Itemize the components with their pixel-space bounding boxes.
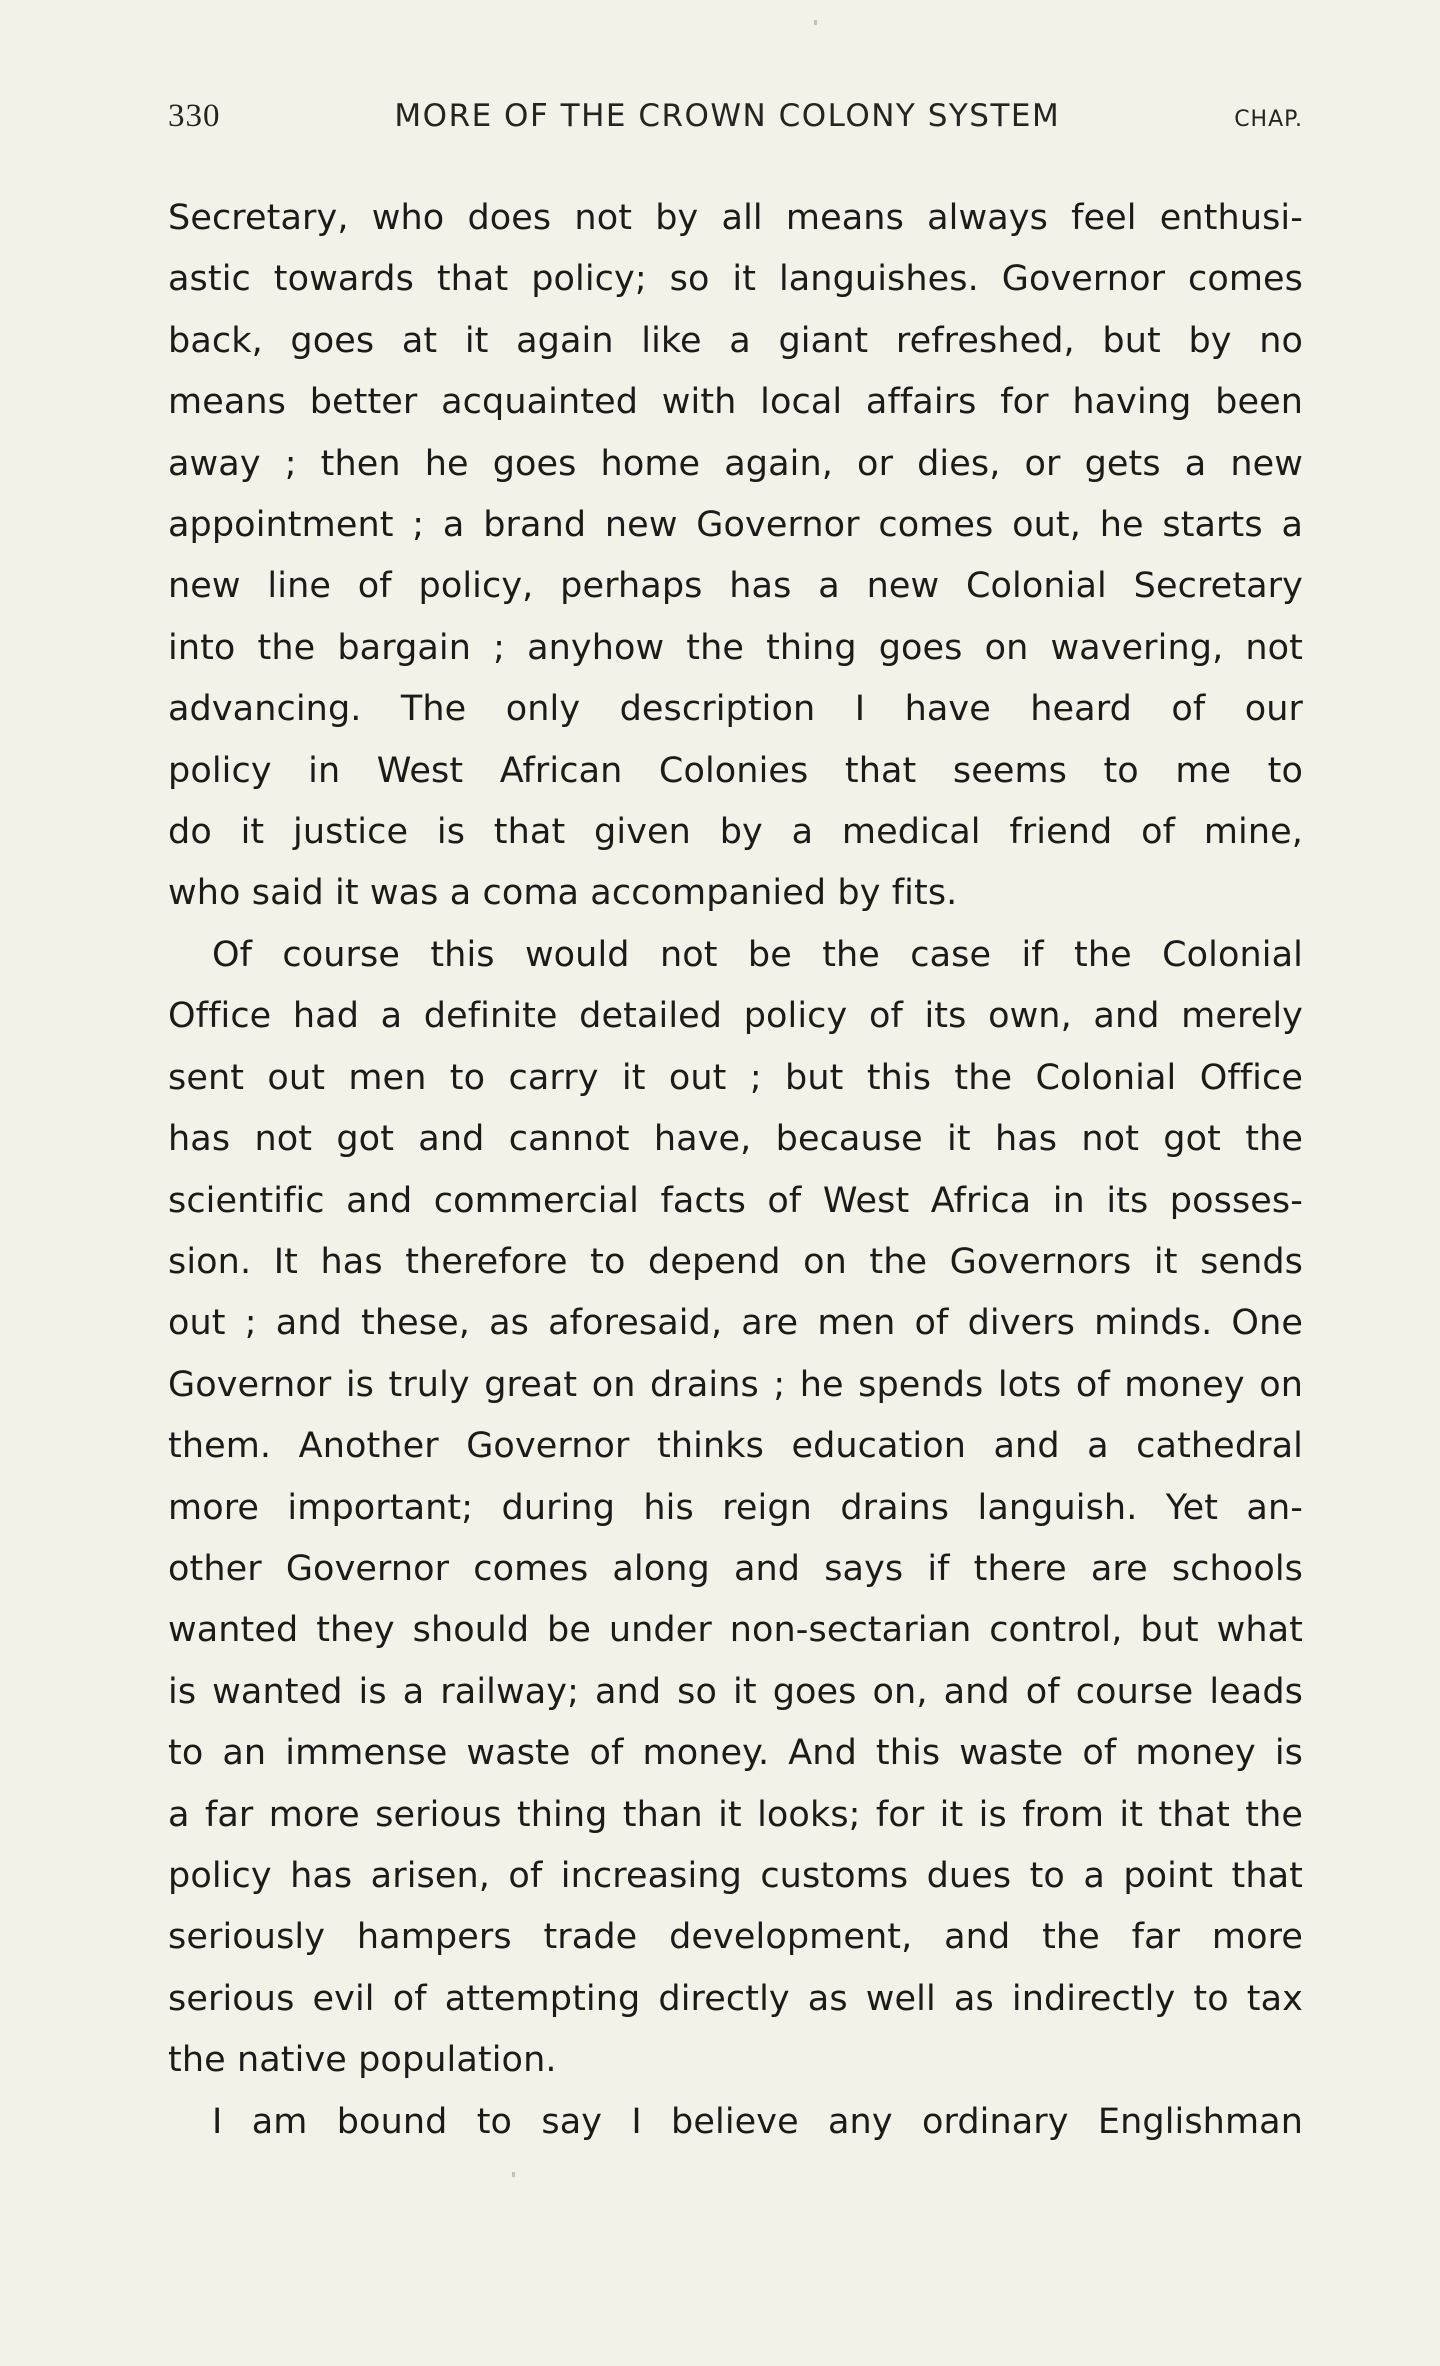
text-line: Of course this would not be the case if the Colonial — [212, 934, 1303, 975]
text-line: has not got and cannot have, because it has not got the — [168, 1119, 1303, 1160]
text-line: astic towards that policy; so it languishes. Governor comes — [168, 259, 1303, 300]
text-line: who said it was a coma accompanied by fits. — [168, 873, 958, 914]
text-line: new line of policy, perhaps has a new Colonial Secretary — [168, 566, 1303, 607]
text-line: policy has arisen, of increasing customs dues to a point that — [168, 1855, 1303, 1896]
printing-speck-bottom — [512, 2172, 515, 2177]
paragraph-2 — [168, 925, 1303, 2092]
text-line: Secretary, who does not by all means always feel enthusi- — [168, 198, 1303, 238]
body-text — [168, 188, 1303, 2153]
running-header — [168, 98, 1303, 158]
paragraph-1 — [168, 188, 1303, 925]
text-line: scientific and commercial facts of West Africa in its posses- — [168, 1180, 1303, 1221]
text-line: the native population. — [168, 2040, 557, 2081]
text-line: is wanted is a railway; and so it goes on, and of course leads — [168, 1671, 1303, 1712]
text-line: do it justice is that given by a medical friend of mine, — [168, 812, 1303, 853]
text-line: other Governor comes along and says if there are schools — [168, 1548, 1303, 1589]
text-line: wanted they should be under non-sectarian control, but what — [168, 1610, 1303, 1651]
text-line: away ; then he goes home again, or dies, or gets a new — [168, 443, 1303, 484]
chapter-abbrev: CHAP. — [1234, 107, 1303, 132]
text-line: policy in West African Colonies that seems to me to — [168, 750, 1303, 791]
paragraph-3 — [168, 2092, 1303, 2153]
text-line: seriously hampers trade development, and the far more — [168, 1917, 1303, 1958]
text-line: them. Another Governor thinks education and a cathedral — [168, 1426, 1303, 1467]
page-number: 330 — [168, 98, 221, 134]
text-line: to an immense waste of money. And this waste of money is — [168, 1733, 1303, 1774]
text-line: advancing. The only description I have heard of our — [168, 689, 1303, 730]
text-line: Office had a definite detailed policy of its own, and merely — [168, 996, 1303, 1037]
text-line: back, goes at it again like a giant refreshed, but by no — [168, 320, 1303, 361]
text-line: a far more serious thing than it looks; for it is from it that the — [168, 1794, 1303, 1835]
text-line: I am bound to say I believe any ordinary Englishman — [212, 2101, 1303, 2142]
text-line: appointment ; a brand new Governor comes out, he starts a — [168, 505, 1303, 546]
text-line: into the bargain ; anyhow the thing goes on wavering, not — [168, 627, 1303, 668]
text-line: more important; during his reign drains languish. Yet an- — [168, 1487, 1303, 1528]
running-title: MORE OF THE CROWN COLONY SYSTEM — [394, 98, 1061, 134]
text-line: sion. It has therefore to depend on the Governors it sends — [168, 1241, 1303, 1282]
text-line: out ; and these, as aforesaid, are men of divers minds. One — [168, 1303, 1303, 1344]
text-line: Governor is truly great on drains ; he spends lots of money on — [168, 1364, 1303, 1405]
text-line: means better acquainted with local affairs for having been — [168, 382, 1303, 423]
text-line: serious evil of attempting directly as well as indirectly to tax — [168, 1978, 1303, 2019]
text-line: sent out men to carry it out ; but this the Colonial Office — [168, 1057, 1303, 1098]
printing-speck-top — [814, 20, 817, 25]
